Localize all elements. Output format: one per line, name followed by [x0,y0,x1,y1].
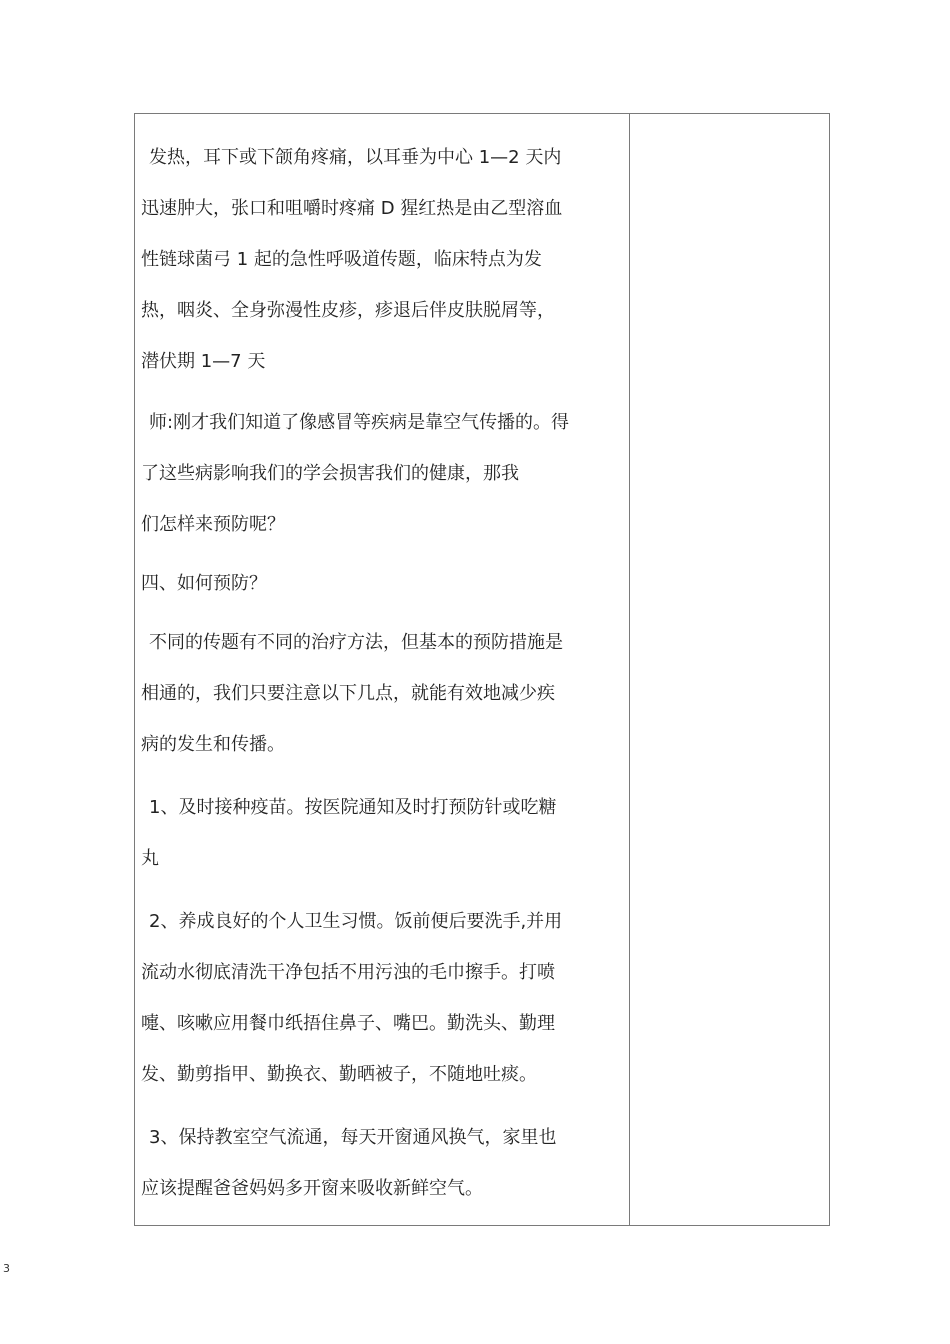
list-item-vaccination [141,782,625,884]
text-line: 四、如何预防？ [141,573,267,594]
paragraph-symptoms [141,132,625,387]
text-line: 嚏、咳嗽应用餐巾纸捂住鼻子、嘴巴。勤洗头、勤理 [141,1013,555,1034]
text-line: 病的发生和传播。 [141,734,285,755]
paragraph-teacher-question [141,397,625,550]
text-line: 不同的传题有不同的治疗方法，但基本的预防措施是 [149,632,563,653]
page-number: 3 [3,1262,10,1275]
text-line: 发、勤剪指甲、勤换衣、勤晒被子，不随地吐痰。 [141,1064,537,1085]
table-column-divider [629,114,630,1225]
document-table [134,113,830,1226]
text-line: 师:刚才我们知道了像感冒等疾病是靠空气传播的。得 [149,412,570,433]
text-line: 1、及时接种疫苗。按医院通知及时打预防针或吃糖 [149,797,557,818]
text-line: 了这些病影响我们的学会损害我们的健康，那我 [141,463,519,484]
text-line: 3、保持教室空气流通，每天开窗通风换气，家里也 [149,1127,557,1148]
paragraph-prevention-intro [141,617,625,770]
list-item-ventilation [141,1112,625,1214]
text-line: 应该提醒爸爸妈妈多开窗来吸收新鲜空气。 [141,1178,483,1199]
text-line: 丸 [141,848,159,869]
text-line: 热，咽炎、全身弥漫性皮疹，疹退后伴皮肤脱屑等， [141,300,555,321]
list-item-hygiene [141,896,625,1100]
text-line: 流动水彻底清洗干净包括不用污浊的毛巾擦手。打喷 [141,962,555,983]
section-heading-prevention [141,558,625,609]
text-line: 发热，耳下或下颌角疼痛，以耳垂为中心 1—2 天内 [149,147,562,168]
text-line: 性链球菌弓 1 起的急性呼吸道传题，临床特点为发 [141,249,542,270]
table-content-cell [141,132,625,1214]
text-line: 潜伏期 1—7 天 [141,351,266,372]
text-line: 相通的，我们只要注意以下几点，就能有效地减少疾 [141,683,555,704]
text-line: 2、养成良好的个人卫生习惯。饭前便后要洗手,并用 [149,911,563,932]
text-line: 迅速肿大，张口和咀嚼时疼痛 D 猩红热是由乙型溶血 [141,198,563,219]
text-line: 们怎样来预防呢？ [141,514,285,535]
